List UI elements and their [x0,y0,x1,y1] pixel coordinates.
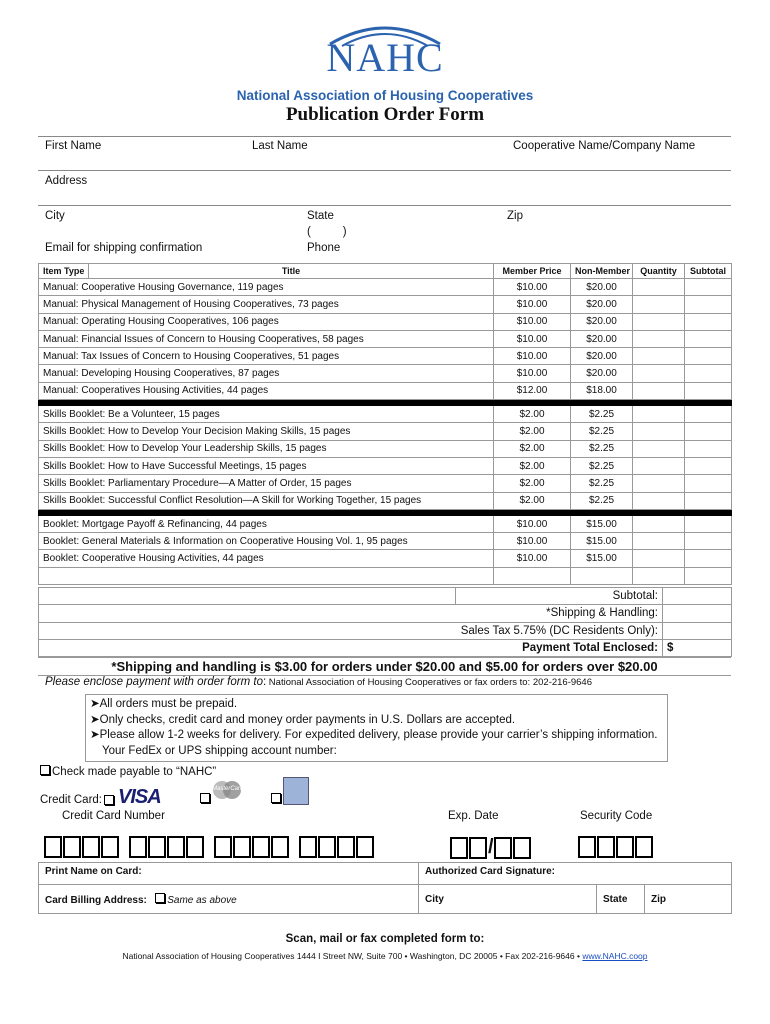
divider [38,136,731,137]
table-row [39,457,732,474]
visa-checkbox[interactable] [104,795,114,805]
quantity-input[interactable] [633,296,685,313]
non-member-price: $20.00 [571,296,633,313]
quantity-input[interactable] [633,406,685,423]
item-title: Manual: Developing Housing Cooperatives, 87 pages [39,365,494,382]
item-title: Skills Booklet: How to Develop Your Decision Making Skills, 15 pages [39,423,494,440]
enclose-rest: National Association of Housing Cooperatives or fax orders to: 202-216-9646 [266,677,593,688]
first-name-field[interactable]: First Name [45,140,102,152]
quantity-input[interactable] [633,475,685,492]
item-title: Skills Booklet: How to Develop Your Leadership Skills, 15 pages [39,440,494,457]
billing-address-field[interactable] [39,885,419,914]
enclose-lead: Please enclose payment with order form to [45,676,263,688]
subtotal-cell[interactable] [685,406,732,423]
member-price: $2.00 [494,406,571,423]
quantity-input[interactable] [633,365,685,382]
quantity-input[interactable] [633,550,685,567]
total-label: Payment Total Enclosed: [39,639,663,656]
member-price: $10.00 [494,279,571,296]
header-subtotal: Subtotal [685,264,732,279]
check-option[interactable]: Check made payable to “NAHC” [40,765,216,778]
non-member-price: $2.25 [571,423,633,440]
table-row [39,296,732,313]
table-row [39,492,732,509]
item-title: Manual: Physical Management of Housing Cooperatives, 73 pages [39,296,494,313]
header-non-member: Non-Member [571,264,633,279]
tax-value[interactable] [663,622,732,639]
phone-field[interactable]: Phone [307,242,341,254]
item-title: Manual: Cooperatives Housing Activities, 44 pages [39,382,494,399]
subtotal-cell[interactable] [685,423,732,440]
note-item: ➤Please allow 1-2 weeks for delivery. For expedited delivery, please provide your carrier’s shipping information. [90,729,658,741]
same-as-above-label: Same as above [167,894,237,906]
subtotal-label: Subtotal: [456,588,663,605]
billing-city-field[interactable]: City [419,885,597,914]
divider [38,205,731,206]
subtotal-cell[interactable] [685,296,732,313]
member-price: $10.00 [494,348,571,365]
table-row [39,533,732,550]
enclose-note [45,676,592,688]
quantity-input[interactable] [633,567,685,584]
subtotal-cell[interactable] [685,475,732,492]
signature-field[interactable]: Authorized Card Signature: [419,863,732,885]
email-field[interactable]: Email for shipping confirmation [45,242,203,254]
quantity-input[interactable] [633,533,685,550]
table-row [39,423,732,440]
member-price: $10.00 [494,313,571,330]
subtotal-cell[interactable] [685,279,732,296]
enclose-colon: : [262,676,267,688]
table-row [39,348,732,365]
item-title: Manual: Operating Housing Cooperatives, 106 pages [39,313,494,330]
item-title: Skills Booklet: Be a Volunteer, 15 pages [39,406,494,423]
non-member-price: $2.25 [571,475,633,492]
non-member-price: $2.25 [571,440,633,457]
non-member-price: $2.25 [571,406,633,423]
security-code-label: Security Code [580,810,653,822]
page-title: Publication Order Form [285,104,485,125]
member-price: $10.00 [494,365,571,382]
mastercard-checkbox[interactable] [200,793,210,803]
subtotal-cell[interactable] [685,533,732,550]
item-title: Booklet: Mortgage Payoff & Refinancing, 44 pages [39,515,494,532]
footer-address-text: National Association of Housing Cooperatives 1444 I Street NW, Suite 700 • Washington, DC 20005 • Fax 202-216-9646 • [122,951,583,961]
credit-card-label: Credit Card: [40,794,102,806]
member-price: $2.00 [494,457,571,474]
member-price: $10.00 [494,550,571,567]
table-row [39,550,732,567]
non-member-price: $20.00 [571,348,633,365]
table-row [39,330,732,347]
member-price: $2.00 [494,475,571,492]
quantity-input[interactable] [633,515,685,532]
table-header [39,264,732,279]
last-name-field[interactable]: Last Name [252,140,308,152]
items-table [38,263,732,585]
table-row [39,440,732,457]
coop-name-field[interactable]: Cooperative Name/Company Name [513,140,696,152]
non-member-price: $20.00 [571,279,633,296]
tax-label: Sales Tax 5.75% (DC Residents Only): [39,622,663,639]
subtotal-cell[interactable] [685,382,732,399]
table-row [39,515,732,532]
header-quantity: Quantity [633,264,685,279]
quantity-input[interactable] [633,423,685,440]
header-title: Title [89,264,494,279]
subtotal-cell[interactable] [685,313,732,330]
member-price: $2.00 [494,440,571,457]
org-name: National Association of Housing Cooperatives [236,88,534,103]
note-item: ➤All orders must be prepaid. [90,698,238,710]
shipping-label: *Shipping & Handling: [39,605,663,622]
subtotal-cell[interactable] [685,440,732,457]
card-number-boxes[interactable] [44,836,375,858]
note-item: ➤Only checks, credit card and money order payments in U.S. Dollars are accepted. [90,713,516,726]
header-item-type: Item Type [39,264,89,279]
item-title: Booklet: Cooperative Housing Activities, 44 pages [39,550,494,567]
shipping-value[interactable] [663,605,732,622]
quantity-input[interactable] [633,330,685,347]
website-link[interactable]: www.NAHC.coop [582,951,648,961]
phone-area-code[interactable]: ( ) [307,226,347,238]
quantity-input[interactable] [633,348,685,365]
member-price: $10.00 [494,296,571,313]
print-name-field[interactable]: Print Name on Card: [39,863,419,885]
city-field[interactable]: City [45,210,65,222]
item-title: Manual: Tax Issues of Concern to Housing Cooperatives, 51 pages [39,348,494,365]
amex-checkbox[interactable] [271,793,281,803]
notes-box [85,694,668,762]
note-item[interactable]: Your FedEx or UPS shipping account number: [102,744,337,757]
table-row [39,475,732,492]
scan-instructions: Scan, mail or fax completed form to: [285,933,485,945]
billing-zip-field[interactable]: Zip [645,885,732,914]
item-title: Booklet: General Materials & Information on Cooperative Housing Vol. 1, 95 pages [39,533,494,550]
quantity-input[interactable] [633,492,685,509]
member-price: $10.00 [494,515,571,532]
address-field[interactable]: Address [45,175,88,187]
item-title: Skills Booklet: How to Have Successful Meetings, 15 pages [39,457,494,474]
zip-field[interactable]: Zip [507,210,523,222]
total-value[interactable]: $ [663,639,732,656]
same-as-above-checkbox[interactable] [155,893,165,903]
member-price: $2.00 [494,423,571,440]
non-member-price: $20.00 [571,365,633,382]
shipping-note: *Shipping and handling is $3.00 for orders under $20.00 and $5.00 for orders over $20.00 [38,657,731,676]
quantity-input[interactable] [633,457,685,474]
exp-date-label: Exp. Date [448,810,499,822]
totals-table [38,587,732,657]
quantity-input[interactable] [633,279,685,296]
mastercard-text: MasterCard [212,786,244,792]
subtotal-cell[interactable] [685,457,732,474]
table-row [39,313,732,330]
billing-state-field[interactable]: State [597,885,645,914]
non-member-price: $15.00 [571,515,633,532]
item-title: Skills Booklet: Parliamentary Procedure—A Matter of Order, 15 pages [39,475,494,492]
visa-logo: VISA [118,786,161,808]
table-row [39,382,732,399]
subtotal-cell[interactable] [685,348,732,365]
quantity-input[interactable] [633,440,685,457]
table-row [39,406,732,423]
item-title: Manual: Cooperative Housing Governance, 119 pages [39,279,494,296]
member-price: $10.00 [494,330,571,347]
mastercard-logo [211,780,243,800]
subtotal-cell[interactable] [685,492,732,509]
non-member-price: $15.00 [571,550,633,567]
subtotal-cell[interactable] [685,365,732,382]
security-code-boxes[interactable] [578,836,654,858]
subtotal-cell[interactable] [685,515,732,532]
card-number-label: Credit Card Number [62,810,165,822]
billing-table [38,862,732,914]
subtotal-cell[interactable] [685,330,732,347]
blank-row [39,567,732,584]
non-member-price: $20.00 [571,313,633,330]
member-price: $2.00 [494,492,571,509]
member-price: $12.00 [494,382,571,399]
billing-address-label: Card Billing Address: [45,894,147,906]
quantity-input[interactable] [633,382,685,399]
logo: NAHC [326,35,444,80]
non-member-price: $2.25 [571,492,633,509]
subtotal-cell[interactable] [685,567,732,584]
checkbox-icon[interactable] [40,765,50,775]
non-member-price: $20.00 [571,330,633,347]
item-title: Manual: Financial Issues of Concern to Housing Cooperatives, 58 pages [39,330,494,347]
footer-address [0,951,770,961]
amex-logo-icon [283,777,309,805]
non-member-price: $2.25 [571,457,633,474]
header-member-price: Member Price [494,264,571,279]
table-row [39,365,732,382]
item-title: Skills Booklet: Successful Conflict Resolution—A Skill for Working Together, 15 pages [39,492,494,509]
non-member-price: $18.00 [571,382,633,399]
subtotal-cell[interactable] [685,550,732,567]
divider [38,170,731,171]
subtotal-value[interactable] [663,588,732,605]
non-member-price: $15.00 [571,533,633,550]
state-field[interactable]: State [307,210,334,222]
quantity-input[interactable] [633,313,685,330]
exp-date-boxes[interactable]: / [450,836,532,859]
member-price: $10.00 [494,533,571,550]
table-row [39,279,732,296]
